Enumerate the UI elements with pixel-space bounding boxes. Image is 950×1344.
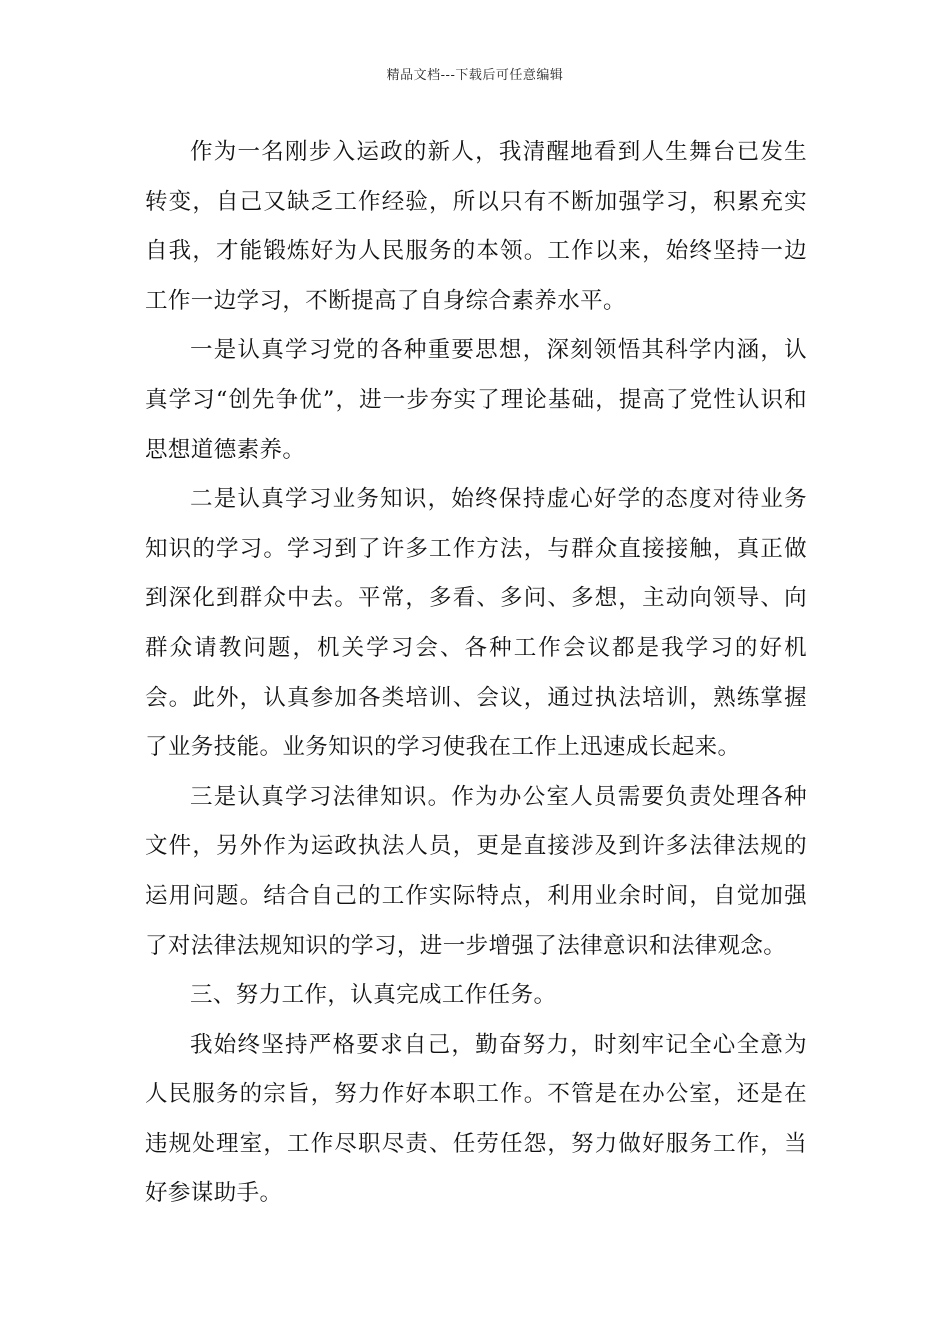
paragraph-law-study: 三是认真学习法律知识。作为办公室人员需要负责处理各种文件，另外作为运政执法人员，更是直接涉及到许多法律法规的运用问题。结合自己的工作实际特点，利用业余时间，自觉加强了对法律法规知识的学习，进一步增强了法律意识和法律观念。	[145, 783, 807, 959]
page-header: 精品文档---下载后可任意编辑	[386, 68, 564, 83]
paragraph-intro: 作为一名刚步入运政的新人，我清醒地看到人生舞台已发生转变，自己又缺乏工作经验，所以只有不断加强学习，积累充实自我，才能锻炼好为人民服务的本领。工作以来，始终坚持一边工作一边学习，不断提高了自身综合素养水平。	[145, 139, 807, 314]
paragraph-party-study: 一是认真学习党的各种重要思想，深刻领悟其科学内涵，认真学习“创先争优”，进一步夯实了理论基础，提高了党性认识和思想道德素养。	[145, 337, 807, 463]
paragraph-work-duty: 我始终坚持严格要求自己，勤奋努力，时刻牢记全心全意为人民服务的宗旨，努力作好本职工作。不管是在办公室，还是在违规处理室，工作尽职尽责、任劳任怨，努力做好服务工作，当好参谋助手。	[145, 1031, 807, 1207]
section-heading-work: 三、努力工作，认真完成工作任务。	[190, 982, 557, 1009]
paragraph-business-study: 二是认真学习业务知识，始终保持虚心好学的态度对待业务知识的学习。学习到了许多工作方法，与群众直接接触，真正做到深化到群众中去。平常，多看、多问、多想，主动向领导、向群众请教问题，机关学习会、各种工作会议都是我学习的好机会。此外，认真参加各类培训、会议，通过执法培训，熟练掌握了业务技能。业务知识的学习使我在工作上迅速成长起来。	[145, 486, 807, 761]
document-body	[145, 128, 807, 1219]
